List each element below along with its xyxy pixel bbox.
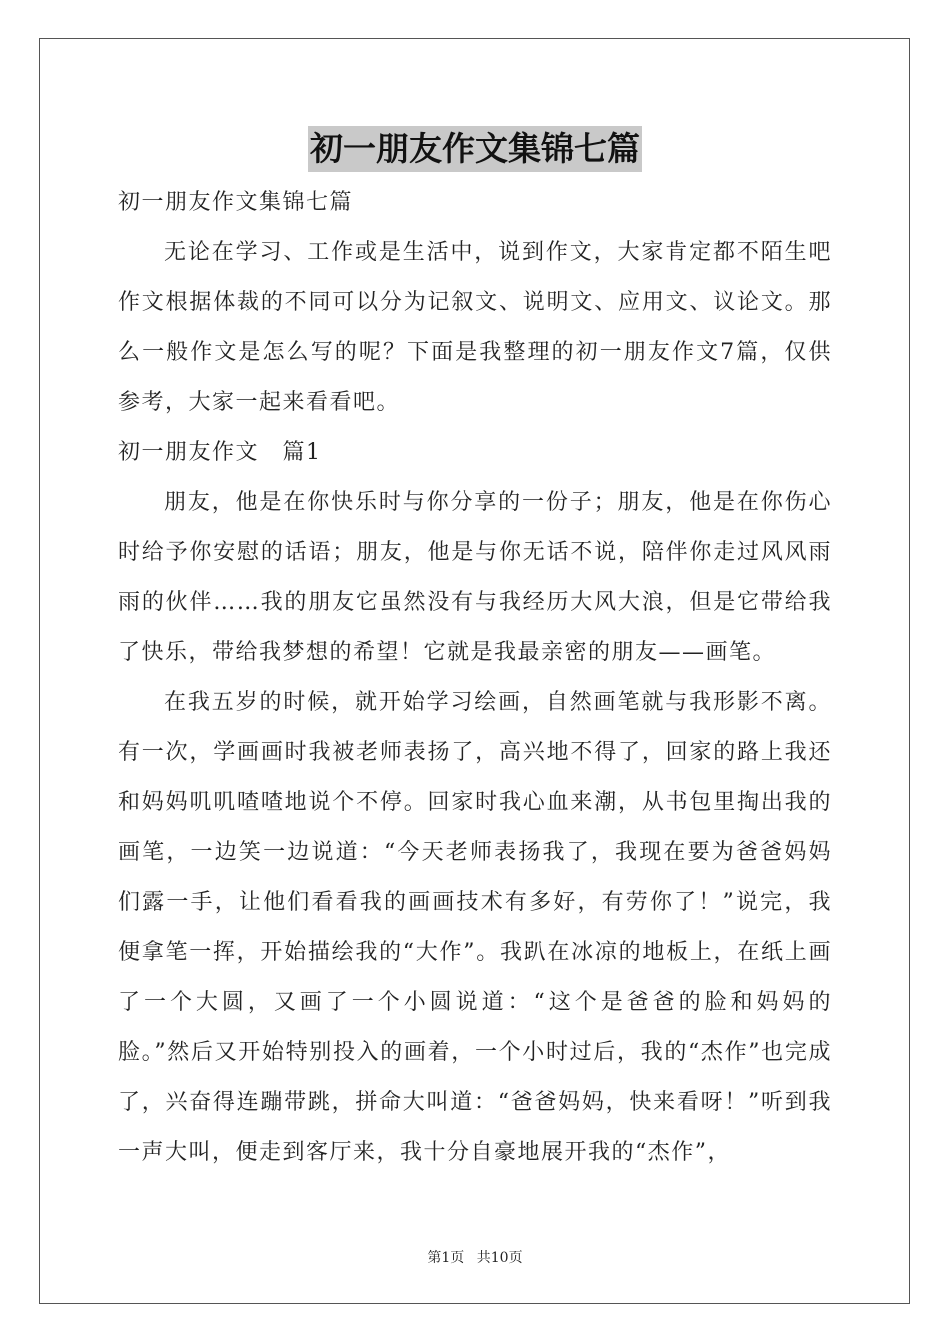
body-paragraph-2: 在我五岁的时候，就开始学习绘画，自然画笔就与我形影不离。有一次，学画画时我被老师表扬了，高兴地不得了，回家的路上我还和妈妈叽叽喳喳地说个不停。回家时我心血来潮，从书包里掏出我的画笔，一边笑一边说道：“今天老师表扬我了，我现在要为爸爸妈妈们露一手，让他们看看我的画画技术有多好，有劳你了！”说完，我便拿笔一挥，开始描绘我的“大作”。我趴在冰凉的地板上，在纸上画了一个大圆，又画了一个小圆说道：“这个是爸爸的脸和妈妈的脸。”然后又开始特别投入的画着，一个小时过后，我的“杰作”也完成了，兴奋得连蹦带跳，拼命大叫道：“爸爸妈妈，快来看呀！”听到我一声大叫，便走到客厅来，我十分自豪地展开我的“杰作”，	[118, 690, 832, 1165]
document-subtitle: 初一朋友作文集锦七篇	[118, 190, 354, 215]
page-number: 第1页	[427, 1250, 465, 1266]
page-footer	[0, 1247, 950, 1267]
page-total: 共10页	[476, 1250, 523, 1266]
intro-paragraph: 无论在学习、工作或是生活中，说到作文，大家肯定都不陌生吧作文根据体裁的不同可以分为记叙文、说明文、应用文、议论文。那么一般作文是怎么写的呢？下面是我整理的初一朋友作文7篇，仅供参考，大家一起来看看吧。	[118, 240, 832, 415]
body-paragraph-1: 朋友，他是在你快乐时与你分享的一份子；朋友，他是在你伤心时给予你安慰的话语；朋友，他是与你无话不说，陪伴你走过风风雨雨的伙伴……我的朋友它虽然没有与我经历大风大浪，但是它带给我了快乐，带给我梦想的希望！它就是我最亲密的朋友——画笔。	[118, 490, 832, 665]
section-heading: 初一朋友作文 篇1	[118, 440, 322, 465]
title-wrapper	[0, 126, 950, 172]
document-body	[118, 178, 832, 1178]
document-title: 初一朋友作文集锦七篇	[308, 126, 642, 172]
